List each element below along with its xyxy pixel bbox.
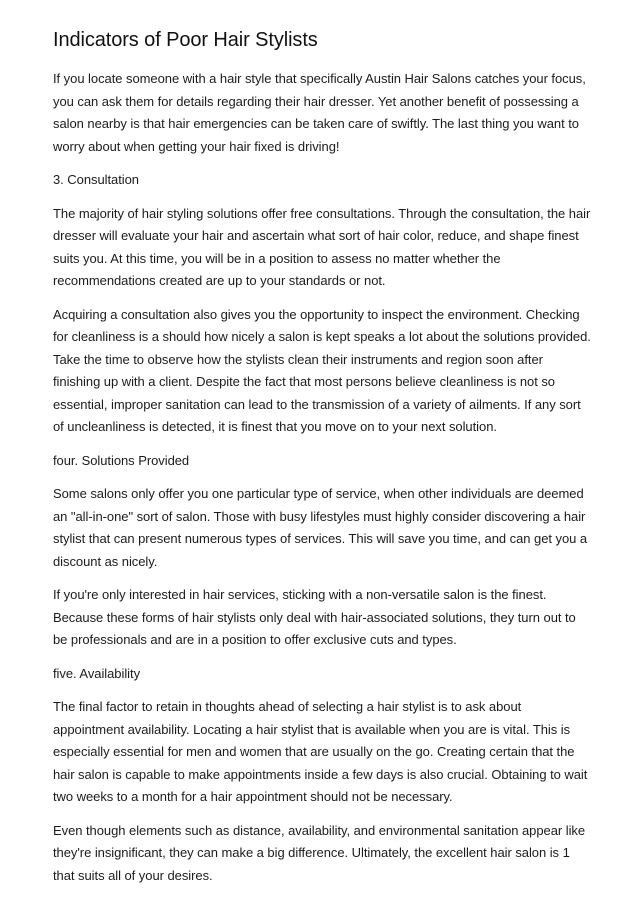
document-title: Indicators of Poor Hair Stylists: [53, 29, 318, 51]
paragraph-intro: If you locate someone with a hair style that specifically Austin Hair Salons catches your focus, you can ask them for details regarding their hair dresser. Yet another benefit of possessing a salon nearby is that hair emergencies can be taken care of swiftly. The last thing you want to worry about when getting your hair fixed is driving!: [53, 71, 586, 154]
section-heading-solutions: four. Solutions Provided: [53, 452, 190, 468]
section-heading-availability: five. Availability: [53, 665, 141, 681]
document-page: [53, 26, 593, 898]
paragraph-services: Some salons only offer you one particular type of service, when other individuals are deemed an "all-in-one" sort of salon. Those with busy lifestyles must highly consider discovering a hair stylist that can present numerous types of services. This will save you time, and can get you a discount as nicely.: [53, 486, 588, 569]
paragraph-availability: The final factor to retain in thoughts ahead of selecting a hair stylist is to ask about appointment availability. Locating a hair stylist that is available when you are is vital. This is especially essential for men and women that are usually on the go. Creating certain that the hair salon is capable to make appointments inside a few days is also crucial. Obtaining to wait two weeks to a month for a hair appointment should not be necessary.: [53, 699, 588, 804]
paragraph-non-versatile: If you're only interested in hair services, sticking with a non-versatile salon is the finest. Because these forms of hair stylists only deal with hair-associated solutions, they turn out to be professionals and are in a position to offer exclusive cuts and types.: [53, 587, 576, 647]
paragraph-environment: Acquiring a consultation also gives you the opportunity to inspect the environment. Checking for cleanliness is a should how nicely a salon is kept speaks a lot about the solutions provided. Take the time to observe how the stylists clean their instruments and region soon after finishing up with a client. Despite the fact that most persons believe cleanliness is not so essential, improper sanitation can lead to the transmission of a variety of ailments. If any sort of uncleanliness is detected, it is finest that you move on to your next solution.: [53, 306, 591, 434]
section-heading-consultation: 3. Consultation: [53, 172, 139, 187]
paragraph-conclusion: Even though elements such as distance, availability, and environmental sanitation appear like they're insignificant, they can make a big difference. Ultimately, the excellent hair salon is 1 that suits all of your desires.: [53, 822, 586, 883]
paragraph-consultation: The majority of hair styling solutions offer free consultations. Through the consultation, the hair dresser will evaluate your hair and ascertain what sort of hair color, reduce, and shape finest suits you. At this time, you will be in a position to assess no matter whether the recommendations created are up to your standards or not.: [53, 205, 591, 288]
